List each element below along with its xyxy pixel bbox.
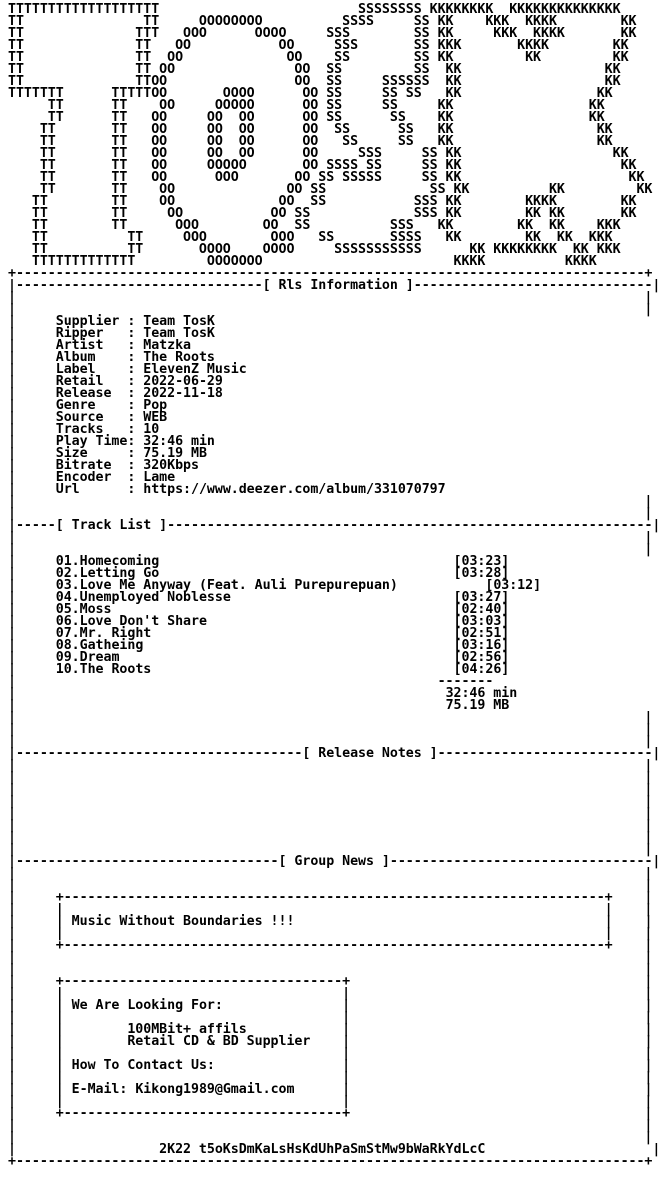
track-number: 03 (55, 578, 72, 593)
field-label-retail: Retail (55, 374, 128, 389)
field-value-retail: 2022-06-29 (143, 374, 223, 389)
total-play-time: 32:46 min (445, 686, 518, 701)
logo-line: TT TT OO OO SS SSS KK KKKK KK (8, 194, 637, 209)
field-value-source: WEB (143, 410, 168, 425)
section-title-release-notes: ------------------------------------[ Release Notes ]--------------------------- (15, 746, 653, 761)
field-value-release: 2022-11-18 (143, 386, 223, 401)
logo-line: TT TT OO OO SS SS KK KK KK (8, 182, 653, 197)
field-value-bitrate: 320Kbps (143, 458, 199, 473)
logo-line: TT TT OOOOOOOO SSSS SS KK KKK KKKK KK (8, 14, 637, 29)
track-title: Love Don't Share (79, 614, 207, 629)
track-title: Unemployed Noblesse (79, 590, 231, 605)
field-label-size: Size (55, 446, 128, 461)
track-title: Moss (79, 602, 112, 617)
looking-for-item: 100MBit+ affils (127, 1022, 247, 1037)
track-duration: 03:23 (461, 554, 502, 569)
field-label-genre: Genre (55, 398, 128, 413)
email-label: E-Mail: (71, 1082, 128, 1097)
field-label-play-time: Play Time (55, 434, 128, 449)
logo-line: TT TT OO OO OO OO SS SS KK KK (8, 134, 613, 149)
field-label-bitrate: Bitrate (55, 458, 128, 473)
track-number: 06 (55, 614, 72, 629)
logo-line: TT TT OO OO SS SS KK KK (8, 62, 621, 77)
logo-line: TTTTTTTTTTTTTTTTTTT SSSSSSSS KKKKKKKK KKKKKKKKKKKKKK (8, 2, 621, 17)
logo-line: TT TT OO OO SS SS KK KK KK (8, 50, 629, 65)
logo-line: TT TT OOOO OOOO SSSSSSSSSSS KK KKKKKKKK KK KKK (8, 242, 621, 257)
field-value-artist: Matzka (143, 338, 191, 353)
footer-signature: 2K22 t5oKsDmKaLsHsKdUhPaSmStMw9bWaRkYdLcC (159, 1142, 486, 1157)
track-title: Homecoming (79, 554, 160, 569)
field-value-url[interactable]: https://www.deezer.com/album/331070797 (143, 482, 446, 497)
group-motto: Music Without Boundaries !!! (71, 914, 295, 929)
track-duration: 03:12 (493, 578, 534, 593)
track-duration: 03:16 (461, 638, 502, 653)
field-value-play-time: 32:46 min (143, 434, 215, 449)
track-title: Mr. Right (79, 626, 152, 641)
header-rule: +-------------------------------------------------------------------------------+ (8, 266, 653, 281)
track-number: 01 (55, 554, 72, 569)
bottom-rule: +-------------------------------------------------------------------------------+ (8, 1154, 653, 1169)
track-number: 02 (55, 566, 72, 581)
field-label-encoder: Encoder (55, 470, 128, 485)
field-value-album: The Roots (143, 350, 215, 365)
logo-line: TT TT OO OO OO OO SS SS KK KK (8, 110, 605, 125)
logo-line: TT TT OO OO OO OO SS SS KK KK (8, 122, 613, 137)
logo-line: TT TT OO OO SS SSS KK KK KK KK (8, 206, 637, 221)
logo-line: TT TTOO OO SS SSSSSS KK KK (8, 74, 621, 89)
track-duration: 03:28 (461, 566, 502, 581)
track-duration: 03:27 (461, 590, 502, 605)
field-label-label: Label (55, 362, 128, 377)
logo-line: TT TT OO OO SSS SS KKK KKKK KK (8, 38, 629, 53)
nfo-document: TTTTTTTTTTTTTTTTTTT SSSSSSSS KKKKKKKK KKKKKKKKKKKKKK TT TT OOOOOOOO SSSS SS KK KKK KKKK KK TT TTT OOO OOOO SSS SS KK KKK KKKK KK TT TT OO OO SSS SS KKK KKKK KK TT TT OO OO SS SS KK KK KK TT TT OO OO SS SS KK KK TT TTOO OO SS SSSSSS KK KK TTTTTTT TTTTTOO OOOO OO SS SS SS KK KK TT TT OO OOOOO OO SS SS KK KK TT TT OO OO OO OO SS SS KK KK TT TT OO OO OO OO SS SS KK KK TT TT OO OO OO OO SS SS KK KK TT TT OO OO OO OO SSS SS KK KK TT TT OO OOOOO OO SSSS SS SS KK KK TT TT OO OOO OO SS SSSSS SS KK KK TT TT OO OO SS SS KK KK KK TT TT OO OO SS SSS KK KKKK KK TT TT OO OO SS SSS KK KK KK KK TT TT OOO OO SS SSS KK KK KK KKK TT TT OOO OOO SS SSSS KK KK KK KKK TT TT OOOO OOOO SSSSSSSSSSS KK KKKKKKKK KK KKK TTTTTTTTTTTTT OOOOOOO KKKK KKKK +-------------------------------------------------------------------------------+ |-------------------------------[ Rls Information ]------------------------------| | | | | | Supplier : Team TosK | Ripper : Team TosK | Artist : Matzka | Album : The Roots | Label : ElevenZ Music | Retail : 2022-06-29 | Release : 2022-11-18 | Genre : Pop | Source : WEB | Tracks : 10 | Play Time: 32:46 min | Size : 75.19 MB | Bitrate : 320Kbps | Encoder : Lame | Url : https://www.deezer.com/album/331070797 | | | | |-----[ Track List ]-------------------------------------------------------------| | | | | | 01.Homecoming [03:23] | 02.Letting Go [03:28] | 03.Love Me Anyway (Feat. Auli Purepurepuan) [03:12] | 04.Unemployed Noblesse [03:27] | 05.Moss [02:40] | 06.Love Don't Share [03:03] | 07.Mr. Right [02:51] | 08.Gatheing [03:16] | 09.Dream [02:56] | 10.The Roots [04:26] | ------- | 32:46 min | 75.19 MB | | | | | | |------------------------------------[ Release Notes ]---------------------------| | | | | | | | | | | | | | | | | |---------------------------------[ Group News ]---------------------------------| | | | | | +--------------------------------------------------------------------+ | | | | | | | Music Without Boundaries !!! | | | | | | | +--------------------------------------------------------------------+ | | | | | | +-----------------------------------+ | | | | | | | We Are Looking For: | | | | | | | | 100MBit+ affils | | | | Retail CD & BD Supplier | | | | | | | | How To Contact Us: | | | | | | | | E-Mail: Kikong1989@Gmail.com | | | | | | | +-----------------------------------+ | | | | | | 2K22 t5oKsDmKaLsHsKdUhPaSmStMw9bWaRkYdLcC | +-------------------------------------------------------------------------------+ (8, 2, 661, 1169)
section-title-group-news: ---------------------------------[ Group News ]--------------------------------- (15, 854, 653, 869)
field-label-artist: Artist (55, 338, 128, 353)
total-separator: ------- (437, 674, 494, 689)
email-address[interactable]: Kikong1989@Gmail.com (135, 1082, 295, 1097)
field-label-tracks: Tracks (55, 422, 128, 437)
logo-line: TT TT OO OOOOO OO SSSS SS SS KK KK (8, 158, 637, 173)
track-title: Gatheing (79, 638, 144, 653)
total-size: 75.19 MB (445, 698, 510, 713)
track-duration: 04:26 (461, 662, 502, 677)
track-number: 08 (55, 638, 72, 653)
track-title: Dream (79, 650, 120, 665)
logo-line: TT TT OO OO OO OO SSS SS KK KK (8, 146, 629, 161)
track-duration: 02:51 (461, 626, 502, 641)
field-label-source: Source (55, 410, 128, 425)
field-value-genre: Pop (143, 398, 168, 413)
looking-for-item: Retail CD & BD Supplier (127, 1034, 311, 1049)
track-title: Letting Go (79, 566, 160, 581)
track-duration: 03:03 (461, 614, 502, 629)
contact-heading: How To Contact Us: (71, 1058, 215, 1073)
section-title-track-list: -----[ Track List ]------------------------------------------------------------- (15, 518, 653, 533)
track-title: Love Me Anyway (Feat. Auli Purepurepuan) (79, 578, 398, 593)
logo-line: TT TTT OOO OOOO SSS SS KK KKK KKKK KK (8, 26, 637, 41)
field-label-album: Album (55, 350, 128, 365)
field-label-release: Release (55, 386, 128, 401)
track-title: The Roots (79, 662, 152, 677)
track-duration: 02:56 (461, 650, 502, 665)
logo-line: TT TT OOO OOO SS SSSS KK KK KK KKK (8, 230, 613, 245)
track-duration: 02:40 (461, 602, 502, 617)
logo-line: TT TT OO OOOOO OO SS SS KK KK (8, 98, 605, 113)
track-number: 09 (55, 650, 72, 665)
field-value-ripper: Team TosK (143, 326, 215, 341)
logo-line: TTTTTTTTTTTTT OOOOOOO KKKK KKKK (8, 254, 597, 269)
track-number: 05 (55, 602, 72, 617)
field-label-supplier: Supplier (55, 314, 128, 329)
field-value-size: 75.19 MB (143, 446, 207, 461)
section-title-rls-information: -------------------------------[ Rls Information ]------------------------------ (15, 278, 653, 293)
logo-line: TT TT OO OOO OO SS SSSSS SS KK KK (8, 170, 645, 185)
track-number: 10 (55, 662, 72, 677)
field-value-supplier: Team TosK (143, 314, 215, 329)
field-value-encoder: Lame (143, 470, 176, 485)
logo-line: TTTTTTT TTTTTOO OOOO OO SS SS SS KK KK (8, 86, 613, 101)
field-value-label: ElevenZ Music (143, 362, 247, 377)
looking-for-heading: We Are Looking For: (71, 998, 223, 1013)
field-value-tracks: 10 (143, 422, 160, 437)
track-number: 04 (55, 590, 72, 605)
field-label-url: Url (55, 482, 128, 497)
field-label-ripper: Ripper (55, 326, 128, 341)
track-number: 07 (55, 626, 72, 641)
logo-line: TT TT OOO OO SS SSS KK KK KK KKK (8, 218, 621, 233)
